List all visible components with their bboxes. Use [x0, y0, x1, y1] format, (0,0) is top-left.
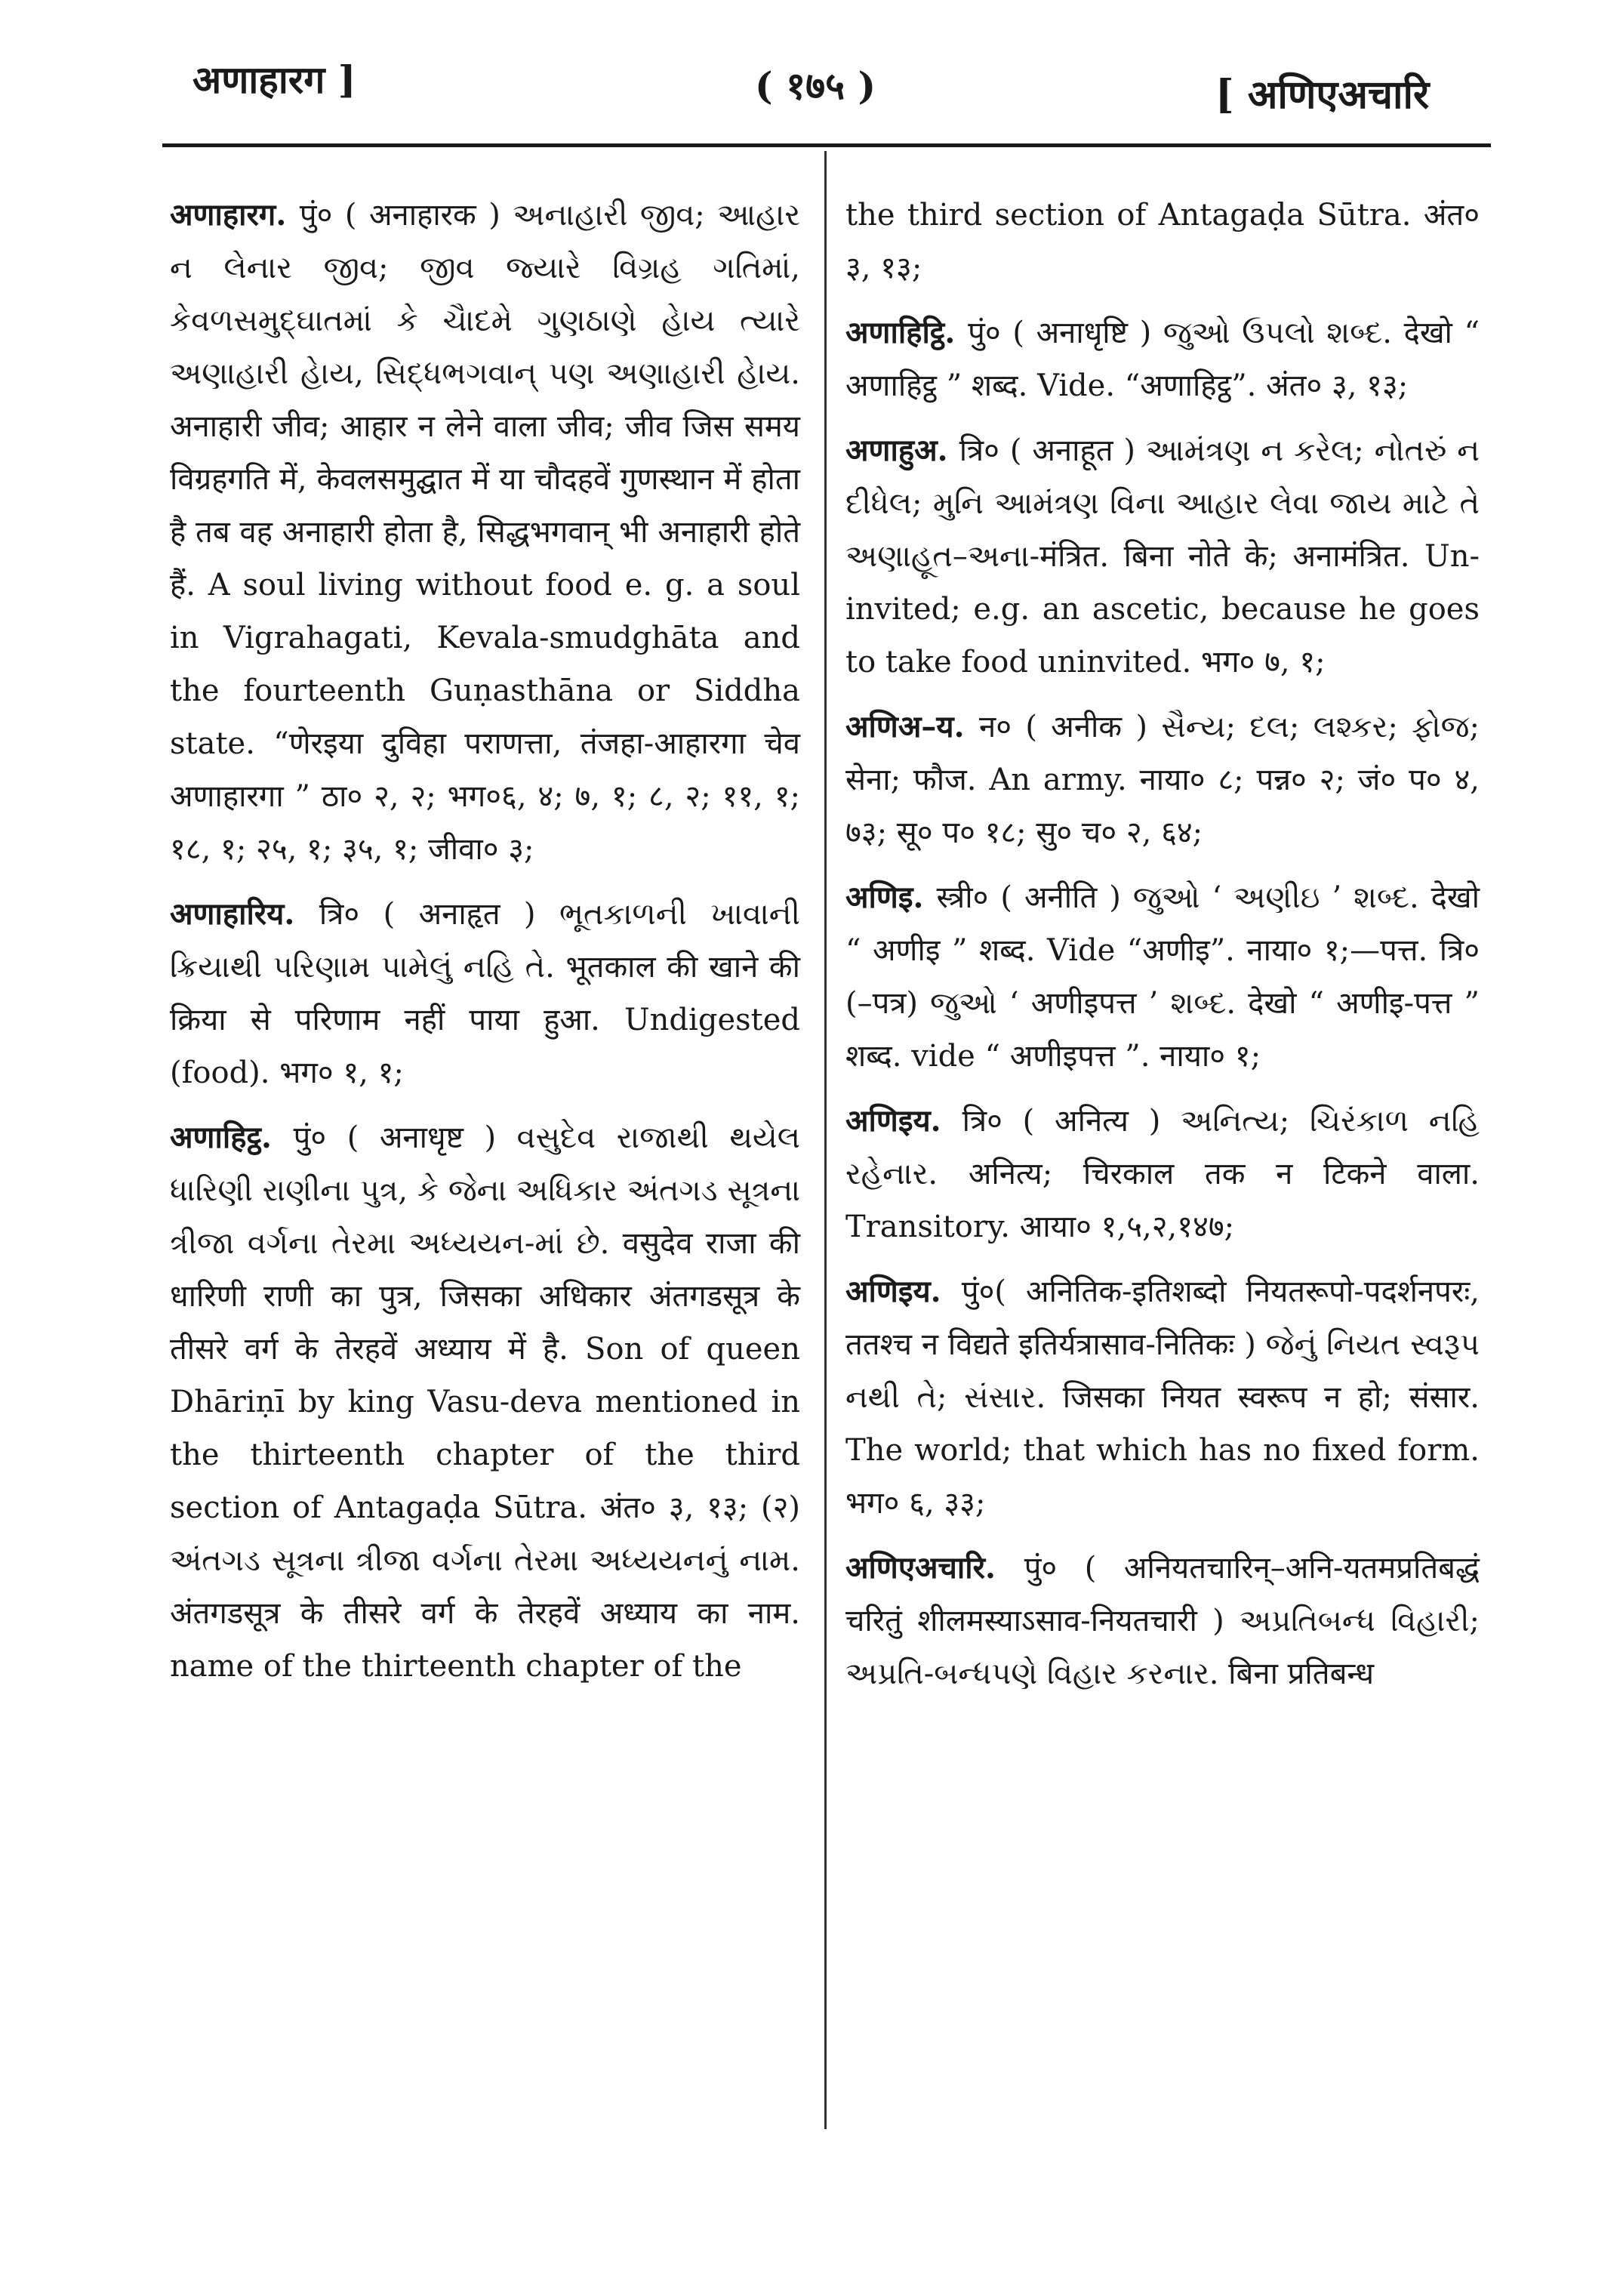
entry-text: पुं० ( अनाधृष्टि ) જુઓ ઉપલો શબ્દ. देखो “ अणाहिट्ठ ” शब्द. Vide. “अणाहिट्ठ”. अंत० ३, १३; — [845, 316, 1480, 403]
entry-text: पुं०( अनितिक-इतिशब्दो नियतरूपो-पदर्शनपरः, ततश्च न विद्यते इतिर्यत्रासाव-नितिकः ) જેનું નિયત સ્વરૂપ નથી તે; સંસાર. जिसका नियत स्वरूप न हो; संसार. The world; that which has no fixed form. भग० ६, ३३; — [845, 1274, 1480, 1521]
entry-headword: अणाहारग. — [170, 197, 300, 233]
dictionary-entry — [845, 307, 1480, 412]
entry-headword: अणिइय. — [845, 1274, 962, 1309]
entry-headword: अणिइ. — [845, 880, 937, 915]
dictionary-entry — [845, 1265, 1480, 1530]
header-right-headword: [ अणिएअचारि — [1215, 72, 1430, 118]
entry-headword: अणिअ–य. — [845, 709, 980, 744]
dictionary-entry — [845, 1542, 1480, 1700]
dictionary-entry-continuation — [845, 189, 1480, 294]
page-number: ( १७५ ) — [755, 63, 876, 108]
right-column — [845, 189, 1480, 1712]
entry-headword: अणाहुअ. — [845, 433, 959, 468]
entry-text: त्रि० ( अनाहूत ) આમંત્રણ ન કરેલ; નોતરું ન દીધેલ; મુનિ આમંત્રણ વિના આહાર લેવા જાય માટે તે અણાહૂત–અના-मंत्रित. बिना नोते के; अनामंत्रित. Un-invited; e.g. an ascetic, because he goes to take food uninvited. भग० ७, १; — [845, 433, 1480, 680]
dictionary-entry — [170, 888, 800, 1099]
entry-text: त्रि० ( अनित्य ) અનિત્ય; ચિરંકાળ નહિ રહેનાર. अनित्य; चिरकाल तक न टिकने वाला. Transitory. आया० १,५,२,१४७; — [845, 1104, 1480, 1244]
entry-text: स्त्री० ( अनीति ) જુઓ ‘ અણીઇ ’ શબ્દ. देखो “ अणीइ ” शब्द. Vide “अणीइ”. नाया० १;—पत्त. त्रि० (–पत्र) જુઓ ‘ अणीइपत्त ’ શબ્દ. देखो “ अणीइ-पत्त ” शब्द. vide “ अणीइपत्त ”. नाया० १; — [845, 880, 1480, 1074]
dictionary-entry — [845, 424, 1480, 689]
entry-text: पुं० ( अनाधृष्ट ) વસુદેવ રાજાથી થયેલ ધારિણી રાણીના પુત્ર, કે જેના અધિકાર અંતગડ સૂત્રના ત્રીજા વર્ગના તેરમા અધ્યયન-માં છે. वसुदेव राजा की धारिणी राणी का पुत्र, जिसका अधिकार अंतगडसूत्र के तीसरे वर्ग के तेरहवें अध्याय में है. Son of queen Dhāriṇī by king Vasu-deva mentioned in the thirteenth chapter of the third section of Antagaḍa Sūtra. अंत० ३, १३; (२) અંતગડ સૂત્રના ત્રીજા વર્ગના તેરમા અધ્યયનનું નામ. अंतगडसूत्र के तीसरे वर्ग के तेरहवें अध्याय का नाम. name of the thirteenth chapter of the — [170, 1120, 800, 1684]
page-header — [0, 0, 1623, 151]
header-left-headword: अणाहारग ] — [192, 57, 356, 102]
entry-headword: अणाहारिय. — [170, 896, 319, 932]
column-divider — [824, 151, 827, 2129]
entry-text: न० ( अनीक ) સૈન્ય; દલ; લશ્કર; ફોજ; सेना; फौज. An army. नाया० ८; पन्न० २; जं० प० ४, ७३; सू० प० १८; सु० च० २, ६४; — [845, 710, 1480, 850]
dictionary-entry — [170, 1111, 800, 1693]
entry-headword: अणाहिट्ठि. — [845, 315, 969, 350]
header-rule — [162, 143, 1491, 147]
left-column — [170, 189, 800, 1705]
dictionary-entry — [845, 1095, 1480, 1253]
entry-text: पुं० ( अनाहारक ) અનાહારી જીવ; આહાર ન લેનાર જીવ; જીવ જ્યારે વિગ્રહ ગતિમાં, કેવળસમુદ્ઘાતમાં કે ચૈાદમે ગુણઠાણે હેાય ત્યારે અણાહારી હેાય, સિદ્ધભગવાન્ પણ અણાહારી હેાય. अनाहारी जीव; आहार न लेने वाला जीव; जीव जिस समय विग्रहगति में, केवलसमुद्घात में या चौदहवें गुणस्थान में होता है तब वह अनाहारी होता है, सिद्धभगवान् भी अनाहारी होते हैं. A soul living without food e. g. a soul in Vigrahagati, Kevala-smudghāta and the fourteenth Guṇasthāna or Siddha state. “णेरइया दुविहा पराणत्ता, तंजहा-आहारगा चेव अणाहारगा ” ठा० २, २; भग०६, ४; ७, १; ८, २; ११, १; १८, १; २५, १; ३५, १; जीवा० ३; — [170, 198, 800, 867]
entry-text: त्रि० ( अनाहृत ) ભૂતકાળની ખાવાની ક્રિયાથી પરિણામ પામેલું નહિ તે. भूतकाल की खाने की क्रिया से परिणाम नहीं पाया हुआ. Undigested (food). भग० १, १; — [170, 897, 800, 1090]
dictionary-entry — [845, 701, 1480, 859]
entry-headword: अणाहिट्ठ. — [170, 1120, 294, 1155]
entry-headword: अणिएअचारि. — [845, 1550, 1024, 1586]
entry-text: the third section of Antagaḍa Sūtra. अंत० ३, १३; — [845, 198, 1480, 285]
entry-headword: अणिइय. — [845, 1103, 962, 1139]
dictionary-entry — [845, 871, 1480, 1083]
dictionary-entry — [170, 189, 800, 876]
entry-text: पुं० ( अनियतचारिन्–अनि-यतमप्रतिबद्धं चरितुं शीलमस्याऽसाव-नियतचारी ) અપ્રતિબન્ધ વિહારી; અપ્રતિ-બન્ધપણે વિહાર કરનાર. बिना प्रतिबन्ध — [845, 1551, 1480, 1691]
